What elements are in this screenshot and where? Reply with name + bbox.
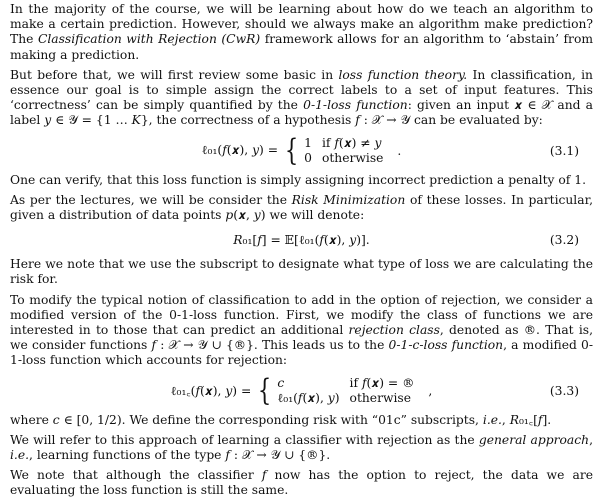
general-approach-term: general approach (478, 432, 590, 447)
paragraph-rejection-class: To modify the typical notion of classification to add in the option of rejection, we consider a modified version of the 0-1-loss function. First, we modify the class of functions we are interested in to those that can predict an additional rejection class, denoted as ®. That is, we consider functions 𝑓 : 𝒳 → 𝒴 ∪ {®}. This leads us to the 0-1-c-loss function, a modified 0-1-loss function which accounts for rejection: (10, 292, 594, 368)
equation-lhs: ℓ₀₁(𝑓(𝒙), 𝑦) = (201, 143, 279, 158)
equation-3-1: ℓ₀₁(𝑓(𝒙), 𝑦) = { 1 if 𝑓(𝒙) ≠ 𝑦 0 otherwise . (3.1) (201, 132, 579, 168)
left-brace: { (284, 132, 299, 168)
equation-number: (3.2) (549, 233, 579, 248)
equation-cases: 1 if 𝑓(𝒙) ≠ 𝑦 0 otherwise (304, 136, 384, 166)
equation-cases: 𝑐 if 𝑓(𝒙) = ® ℓ₀₁(𝑓(𝒙), 𝑦) otherwise (277, 376, 415, 406)
equation-3-3: ℓ₀₁꜀(𝑓(𝒙), 𝑦) = { 𝑐 if 𝑓(𝒙) = ® ℓ₀₁(𝑓(𝒙), 𝑦) otherwise , (3.3) (170, 372, 579, 408)
paragraph-loss-theory: But before that, we will first review some basic in loss function theory. In classification, in essence our goal is to simple assign the correct labels to a set of input features. This ‘correctness’ can be simply quantified by the 0-1-loss function: given an input 𝒙 ∈ 𝒳 and a label 𝑦 ∈ 𝒴 = {1 … 𝐾}, the correctness of a hypothesis 𝑓 : 𝒳 → 𝒴 can be evaluated by: (10, 67, 593, 128)
left-brace: { (258, 372, 272, 408)
paragraph-closing-note: We note that although the classifier 𝑓 now has the option to reject, the data we are evaluating the loss function is still the same. (10, 468, 593, 498)
paragraph-risk-definition: where 𝑐 ∈ [0, 1/2). We define the corresponding risk with “01c” subscripts, i.e., 𝑅₀₁꜀[𝑓]. (10, 412, 552, 427)
equation-3-2 (10, 223, 593, 257)
cwr-term: Classification with Rejection (CwR) (37, 32, 261, 47)
paragraph-subscript-note: Here we note that we use the subscript to designate what type of loss we are calculating the risk for. (10, 257, 593, 287)
rejection-class-term: rejection class (348, 323, 440, 338)
paragraph-intro: In the majority of the course, we will be learning about how do we teach an algorithm to make a certain prediction. However, should we always make an algorithm make prediction? The Classification with Rejection (CwR) framework allows for an algorithm to ‘abstain’ from making a prediction. (10, 2, 594, 62)
zero-one-c-loss-term: 0-1-c-loss function (388, 338, 504, 353)
paragraph-penalty: One can verify, that this loss function is simply assigning incorrect prediction a penalty of 1. (10, 172, 586, 187)
equation-number: (3.1) (549, 143, 579, 158)
equation-number: (3.3) (549, 383, 579, 398)
loss-theory-term: loss function theory. (338, 67, 468, 82)
zero-one-loss-term: 0-1-loss function (303, 98, 408, 113)
paragraph-general-approach: We will refer to this approach of learning a classifier with rejection as the general approach, i.e., learning functions of the type 𝑓 : 𝒳 → 𝒴 ∪ {®}. (10, 432, 593, 463)
risk-minimization-term: Risk Minimization (291, 192, 406, 207)
paragraph-risk-minimization: As per the lectures, we will be consider the Risk Minimization of these losses. In particular, given a distribution of data points 𝑝(𝒙, 𝑦) we will denote: (10, 192, 594, 223)
equation-lhs: ℓ₀₁꜀(𝑓(𝒙), 𝑦) = (170, 384, 252, 399)
equation-expression: 𝑅₀₁[𝑓] = 𝔼[ℓ₀₁(𝑓(𝒙), 𝑦)]. (233, 232, 370, 247)
